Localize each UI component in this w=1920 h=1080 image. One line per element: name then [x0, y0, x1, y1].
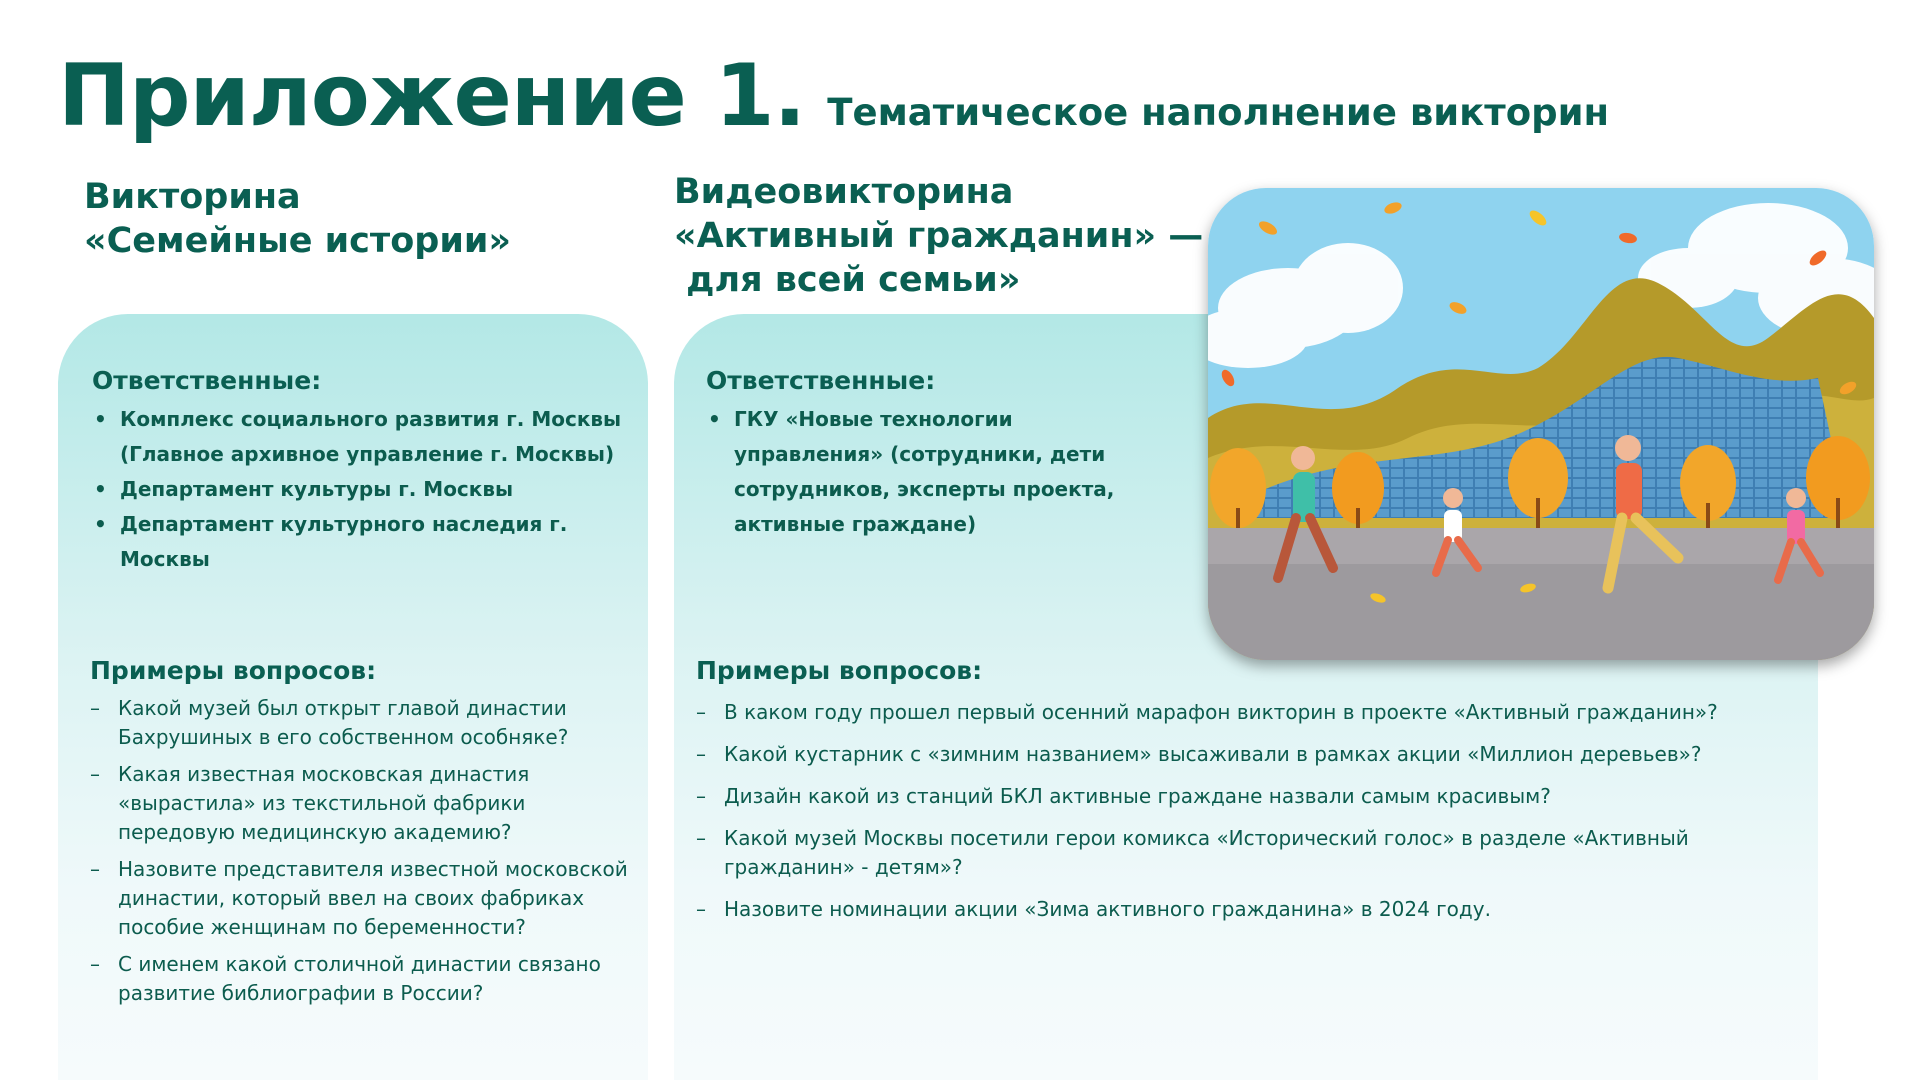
autumn-family-running-illustration	[1208, 188, 1874, 660]
quiz-family-stories-heading	[84, 175, 511, 263]
questions-list	[696, 698, 1796, 937]
responsible-label: Ответственные:	[92, 366, 322, 395]
list-item: • Комплекс социального развития г. Москвы (Главное архивное управление г. Москвы)	[92, 402, 632, 472]
list-item: – Какой музей был открыт главой династии Бахрушиных в его собственном особняке?	[90, 694, 630, 752]
illustration-svg	[1208, 188, 1874, 660]
responsible-label: Ответственные:	[706, 366, 936, 395]
list-item: – С именем какой столичной династии связано развитие библиографии в России?	[90, 950, 630, 1008]
page-title: Приложение 1.	[58, 46, 806, 146]
list-item: • ГКУ «Новые технологии управления» (сотрудники, дети сотрудников, эксперты проекта, активные граждане)	[706, 402, 1166, 542]
questions-list	[90, 694, 630, 1016]
questions-label: Примеры вопросов:	[696, 656, 983, 685]
video-quiz-heading	[674, 170, 1203, 302]
list-item: – Какой кустарник с «зимним названием» высаживали в рамках акции «Миллион деревьев»?	[696, 740, 1796, 769]
questions-label: Примеры вопросов:	[90, 656, 377, 685]
page-header	[58, 46, 1609, 146]
list-item: – В каком году прошел первый осенний марафон викторин в проекте «Активный гражданин»?	[696, 698, 1796, 727]
list-item: – Назовите номинации акции «Зима активного гражданина» в 2024 году.	[696, 895, 1796, 924]
list-item: – Дизайн какой из станций БКЛ активные граждане назвали самым красивым?	[696, 782, 1796, 811]
page-subtitle: Тематическое наполнение викторин	[827, 91, 1610, 134]
list-item: • Департамент культуры г. Москвы	[92, 472, 632, 507]
responsible-list	[92, 402, 632, 577]
heading-line: Викторина	[84, 177, 301, 217]
list-item: – Назовите представителя известной московской династии, который ввел на своих фабриках пособие женщинам по беременности?	[90, 855, 630, 942]
road-lower	[1208, 564, 1874, 660]
list-item: – Какой музей Москвы посетили герои комикса «Исторический голос» в разделе «Активный гражданин» - детям»?	[696, 824, 1796, 882]
heading-line: Видеовикторина	[674, 172, 1014, 212]
list-item: • Департамент культурного наследия г. Москвы	[92, 507, 632, 577]
heading-line: «Семейные истории»	[84, 221, 511, 261]
heading-line: «Активный гражданин» —	[674, 216, 1204, 256]
responsible-list	[706, 402, 1166, 542]
list-item: – Какая известная московская династия «вырастила» из текстильной фабрики передовую медицинскую академию?	[90, 760, 630, 847]
heading-line: для всей семьи»	[674, 260, 1021, 300]
